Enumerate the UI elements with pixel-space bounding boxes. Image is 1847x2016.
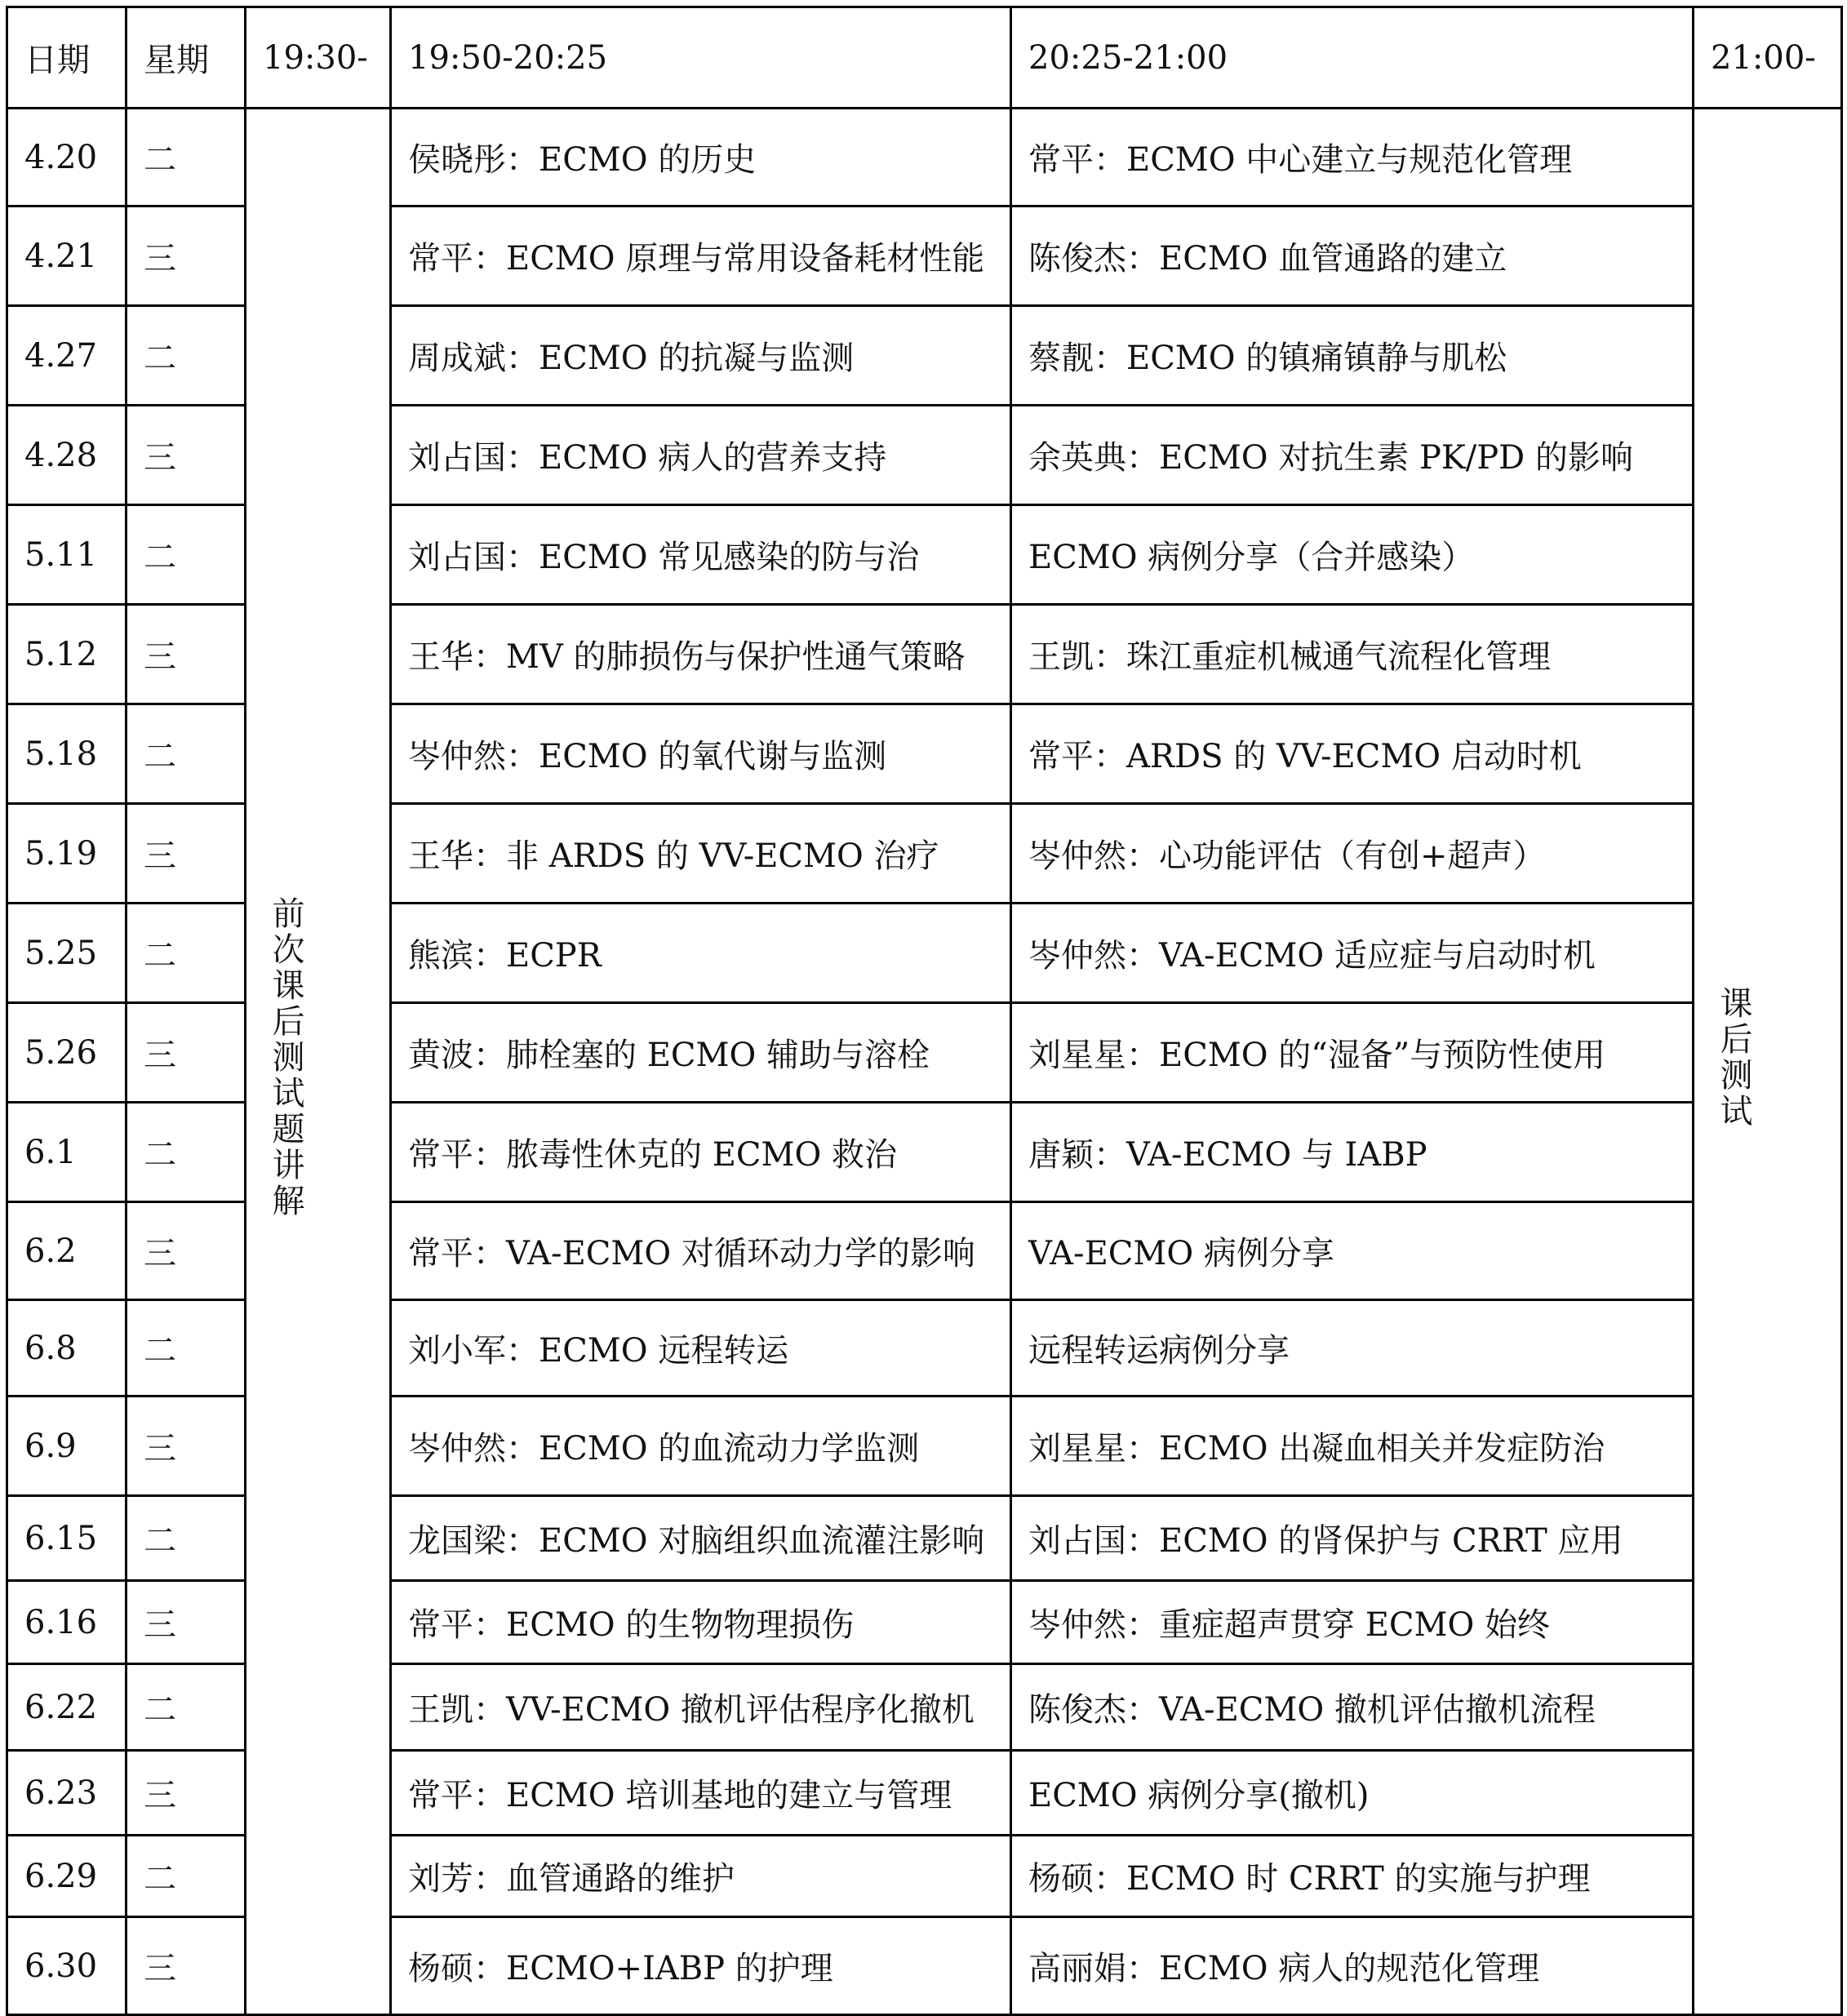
row-lecture-1: 常平：ECMO 培训基地的建立与管理	[391, 1751, 1011, 1836]
row-date: 5.26	[7, 1003, 127, 1103]
row-weekday: 三	[127, 1917, 246, 2015]
row-lecture-2: VA-ECMO 病例分享	[1011, 1202, 1694, 1300]
row-lecture-2: 蔡靓：ECMO 的镇痛镇静与肌松	[1011, 306, 1694, 406]
header-slot-2100: 21:00-	[1694, 7, 1842, 109]
row-date: 5.18	[7, 704, 127, 804]
row-weekday: 三	[127, 1202, 246, 1300]
pre-review-cell	[246, 109, 391, 2015]
row-weekday: 三	[127, 1397, 246, 1496]
row-lecture-2: 王凯：珠江重症机械通气流程化管理	[1011, 605, 1694, 704]
row-lecture-1: 刘占国：ECMO 病人的营养支持	[391, 406, 1011, 505]
row-lecture-1: 常平：脓毒性休克的 ECMO 救治	[391, 1103, 1011, 1202]
row-weekday: 二	[127, 904, 246, 1003]
row-lecture-2: 杨硕：ECMO 时 CRRT 的实施与护理	[1011, 1836, 1694, 1917]
row-lecture-1: 杨硕：ECMO+IABP 的护理	[391, 1917, 1011, 2015]
row-weekday: 三	[127, 206, 246, 306]
row-weekday: 二	[127, 704, 246, 804]
row-lecture-2: 刘占国：ECMO 的肾保护与 CRRT 应用	[1011, 1496, 1694, 1581]
row-weekday: 三	[127, 1751, 246, 1836]
pre-review-label: 前次课后测试题讲解	[267, 895, 304, 1219]
row-lecture-1: 常平：ECMO 原理与常用设备耗材性能	[391, 206, 1011, 306]
row-lecture-1: 王凯：VV-ECMO 撤机评估程序化撤机	[391, 1664, 1011, 1751]
row-weekday: 二	[127, 1836, 246, 1917]
row-lecture-2: 高丽娟：ECMO 病人的规范化管理	[1011, 1917, 1694, 2015]
row-weekday: 二	[127, 1103, 246, 1202]
post-test-cell	[1694, 109, 1842, 2015]
row-date: 5.19	[7, 804, 127, 904]
row-date: 6.30	[7, 1917, 127, 2015]
row-date: 6.15	[7, 1496, 127, 1581]
row-lecture-1: 王华：非 ARDS 的 VV-ECMO 治疗	[391, 804, 1011, 904]
row-lecture-1: 周成斌：ECMO 的抗凝与监测	[391, 306, 1011, 406]
table-row	[7, 109, 1842, 206]
row-lecture-2: 常平：ECMO 中心建立与规范化管理	[1011, 109, 1694, 206]
row-lecture-1: 王华：MV 的肺损伤与保护性通气策略	[391, 605, 1011, 704]
row-lecture-1: 龙国梁：ECMO 对脑组织血流灌注影响	[391, 1496, 1011, 1581]
row-weekday: 三	[127, 1003, 246, 1103]
row-date: 4.20	[7, 109, 127, 206]
row-lecture-2: 刘星星：ECMO 的“湿备”与预防性使用	[1011, 1003, 1694, 1103]
row-lecture-1: 刘芳：血管通路的维护	[391, 1836, 1011, 1917]
row-lecture-1: 侯晓彤：ECMO 的历史	[391, 109, 1011, 206]
row-lecture-2: 远程转运病例分享	[1011, 1300, 1694, 1397]
row-date: 6.1	[7, 1103, 127, 1202]
row-lecture-1: 刘小军：ECMO 远程转运	[391, 1300, 1011, 1397]
row-lecture-1: 常平：ECMO 的生物物理损伤	[391, 1581, 1011, 1664]
row-date: 6.23	[7, 1751, 127, 1836]
row-date: 5.25	[7, 904, 127, 1003]
row-weekday: 二	[127, 306, 246, 406]
row-lecture-2: 岑仲然：VA-ECMO 适应症与启动时机	[1011, 904, 1694, 1003]
row-lecture-2: 陈俊杰：ECMO 血管通路的建立	[1011, 206, 1694, 306]
row-weekday: 三	[127, 406, 246, 505]
row-lecture-2: 唐颖：VA-ECMO 与 IABP	[1011, 1103, 1694, 1202]
row-date: 6.29	[7, 1836, 127, 1917]
row-lecture-1: 岑仲然：ECMO 的血流动力学监测	[391, 1397, 1011, 1496]
header-row	[7, 7, 1842, 109]
row-date: 4.21	[7, 206, 127, 306]
row-lecture-2: 陈俊杰：VA-ECMO 撤机评估撤机流程	[1011, 1664, 1694, 1751]
row-weekday: 三	[127, 804, 246, 904]
row-date: 6.2	[7, 1202, 127, 1300]
row-lecture-2: 岑仲然：重症超声贯穿 ECMO 始终	[1011, 1581, 1694, 1664]
row-date: 4.27	[7, 306, 127, 406]
row-date: 5.11	[7, 505, 127, 605]
row-date: 6.16	[7, 1581, 127, 1664]
header-slot-1930: 19:30-	[246, 7, 391, 109]
row-lecture-2: 岑仲然：心功能评估（有创+超声）	[1011, 804, 1694, 904]
header-weekday: 星期	[127, 7, 246, 109]
row-lecture-2: 常平：ARDS 的 VV-ECMO 启动时机	[1011, 704, 1694, 804]
row-date: 6.22	[7, 1664, 127, 1751]
row-weekday: 三	[127, 1581, 246, 1664]
row-weekday: 二	[127, 109, 246, 206]
row-lecture-2: 刘星星：ECMO 出凝血相关并发症防治	[1011, 1397, 1694, 1496]
row-lecture-1: 刘占国：ECMO 常见感染的防与治	[391, 505, 1011, 605]
header-date: 日期	[7, 7, 127, 109]
post-test-label: 课后测试	[1715, 985, 1752, 1130]
row-date: 4.28	[7, 406, 127, 505]
row-lecture-1: 熊滨：ECPR	[391, 904, 1011, 1003]
row-lecture-2: 余英典：ECMO 对抗生素 PK/PD 的影响	[1011, 406, 1694, 505]
row-lecture-1: 常平：VA-ECMO 对循环动力学的影响	[391, 1202, 1011, 1300]
row-weekday: 二	[127, 1496, 246, 1581]
schedule-table	[6, 6, 1843, 2016]
row-date: 5.12	[7, 605, 127, 704]
row-weekday: 二	[127, 505, 246, 605]
row-weekday: 三	[127, 605, 246, 704]
row-lecture-1: 岑仲然：ECMO 的氧代谢与监测	[391, 704, 1011, 804]
row-weekday: 二	[127, 1664, 246, 1751]
row-lecture-2: ECMO 病例分享(撤机)	[1011, 1751, 1694, 1836]
header-slot-1950: 19:50-20:25	[391, 7, 1011, 109]
row-lecture-2: ECMO 病例分享（合并感染）	[1011, 505, 1694, 605]
row-weekday: 二	[127, 1300, 246, 1397]
row-lecture-1: 黄波：肺栓塞的 ECMO 辅助与溶栓	[391, 1003, 1011, 1103]
row-date: 6.9	[7, 1397, 127, 1496]
header-slot-2025: 20:25-21:00	[1011, 7, 1694, 109]
row-date: 6.8	[7, 1300, 127, 1397]
